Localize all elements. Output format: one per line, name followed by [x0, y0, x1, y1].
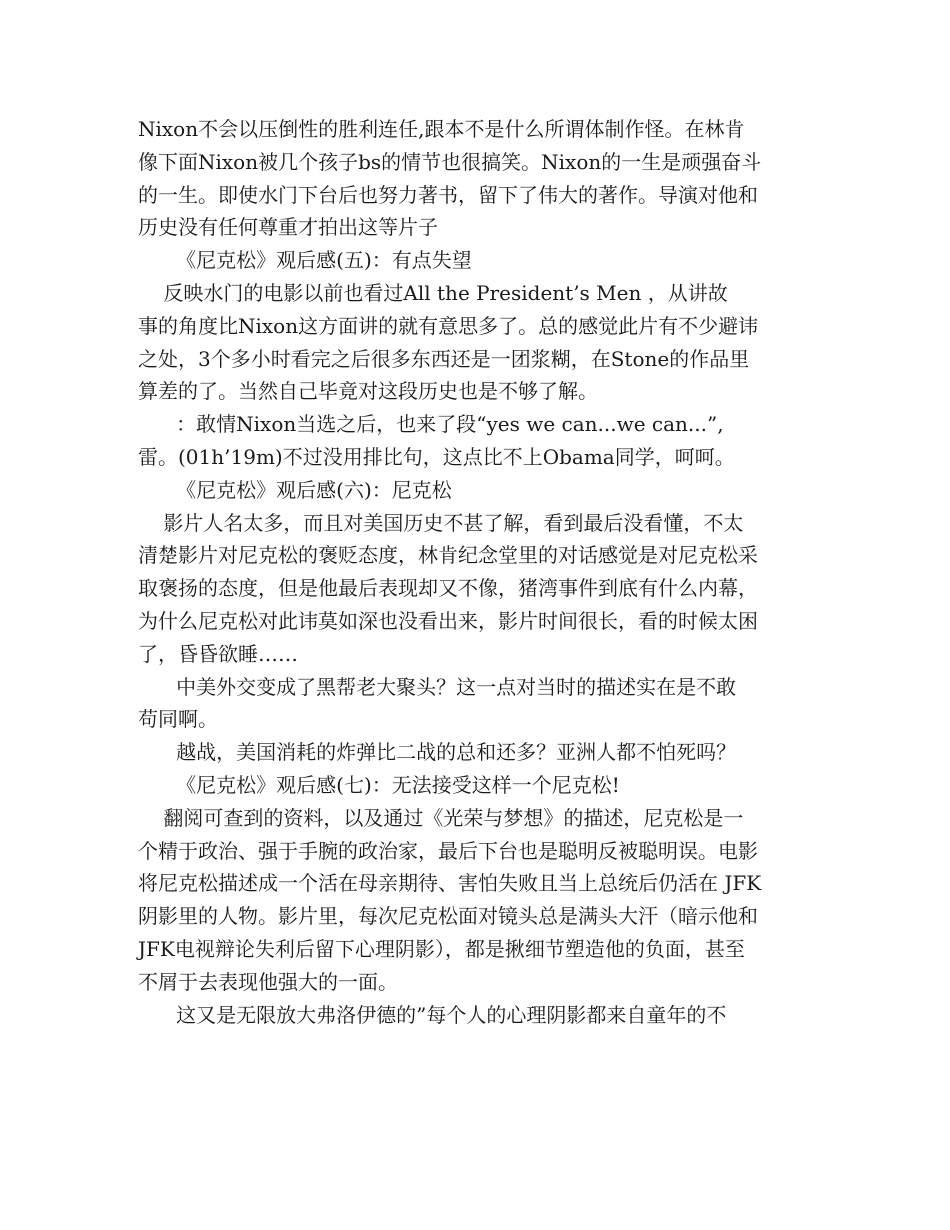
text-line: 翻阅可查到的资料，以及通过《光荣与梦想》的描述，尼克松是一	[138, 805, 744, 830]
text-line: JFK电视辩论失利后留下心理阴影），都是揪细节塑造他的负面，甚至	[138, 936, 745, 961]
text-line: 不屑于去表现他强大的一面。	[138, 969, 398, 994]
article-body	[138, 113, 818, 1031]
text-line: 算差的了。当然自己毕竟对这段历史也是不够了解。	[138, 379, 598, 404]
text-line: 为什么尼克松对此讳莫如深也没看出来，影片时间很长，看的时候太困	[138, 608, 758, 633]
section-heading-5: 《尼克松》观后感(五)：有点失望	[138, 248, 472, 273]
text-line: 的一生。即使水门下台后也努力著书，留下了伟大的著作。导演对他和	[138, 182, 758, 207]
text-line: 之处，3个多小时看完之后很多东西还是一团浆糊，在Stone的作品里	[138, 346, 750, 371]
text-line: 取褒扬的态度，但是他最后表现却又不像，猪湾事件到底有什么内幕，	[138, 576, 758, 601]
text-line: 清楚影片对尼克松的褒贬态度，林肯纪念堂里的对话感觉是对尼克松采	[138, 543, 758, 568]
text-line: 影片人名太多，而且对美国历史不甚了解，看到最后没看懂，不太	[138, 510, 744, 535]
text-line: 像下面Nixon被几个孩子bs的情节也很搞笑。Nixon的一生是顽强奋斗	[138, 149, 762, 174]
text-line: 苟同啊。	[138, 707, 218, 732]
text-line: Nixon不会以压倒性的胜利连任,跟本不是什么所谓体制作怪。在林肯	[138, 117, 745, 141]
section-heading-7: 《尼克松》观后感(七)：无法接受这样一个尼克松!	[138, 772, 620, 797]
text-line: 阴影里的人物。影片里，每次尼克松面对镜头总是满头大汗（暗示他和	[138, 904, 758, 929]
text-line: 越战，美国消耗的炸弹比二战的总和还多？亚洲人都不怕死吗？	[138, 740, 737, 765]
text-line: 事的角度比Nixon这方面讲的就有意思多了。总的感觉此片有不少避讳	[138, 313, 759, 338]
section-heading-6: 《尼克松》观后感(六)：尼克松	[138, 477, 452, 502]
text-line: ：敢情Nixon当选之后，也来了段“yes we can...we can...”,	[138, 412, 724, 437]
text-line: 历史没有任何尊重才拍出这等片子	[138, 215, 438, 240]
text-line: 个精于政治、强于手腕的政治家，最后下台也是聪明反被聪明误。电影	[138, 838, 758, 863]
text-line: 中美外交变成了黑帮老大聚头？这一点对当时的描述实在是不敢	[138, 674, 737, 699]
text-line: 将尼克松描述成一个活在母亲期待、害怕失败且当上总统后仍活在 JFK	[138, 871, 762, 896]
text-line: 这又是无限放大弗洛伊德的”每个人的心理阴影都来自童年的不	[138, 1002, 727, 1027]
text-line: 了，昏昏欲睡……	[138, 641, 298, 666]
text-line: 反映水门的电影以前也看过All the President’s Men ，从讲故	[138, 280, 728, 305]
text-line: 雷。(01h’19m)不过没用排比句，这点比不上Obama同学，呵呵。	[138, 444, 735, 469]
